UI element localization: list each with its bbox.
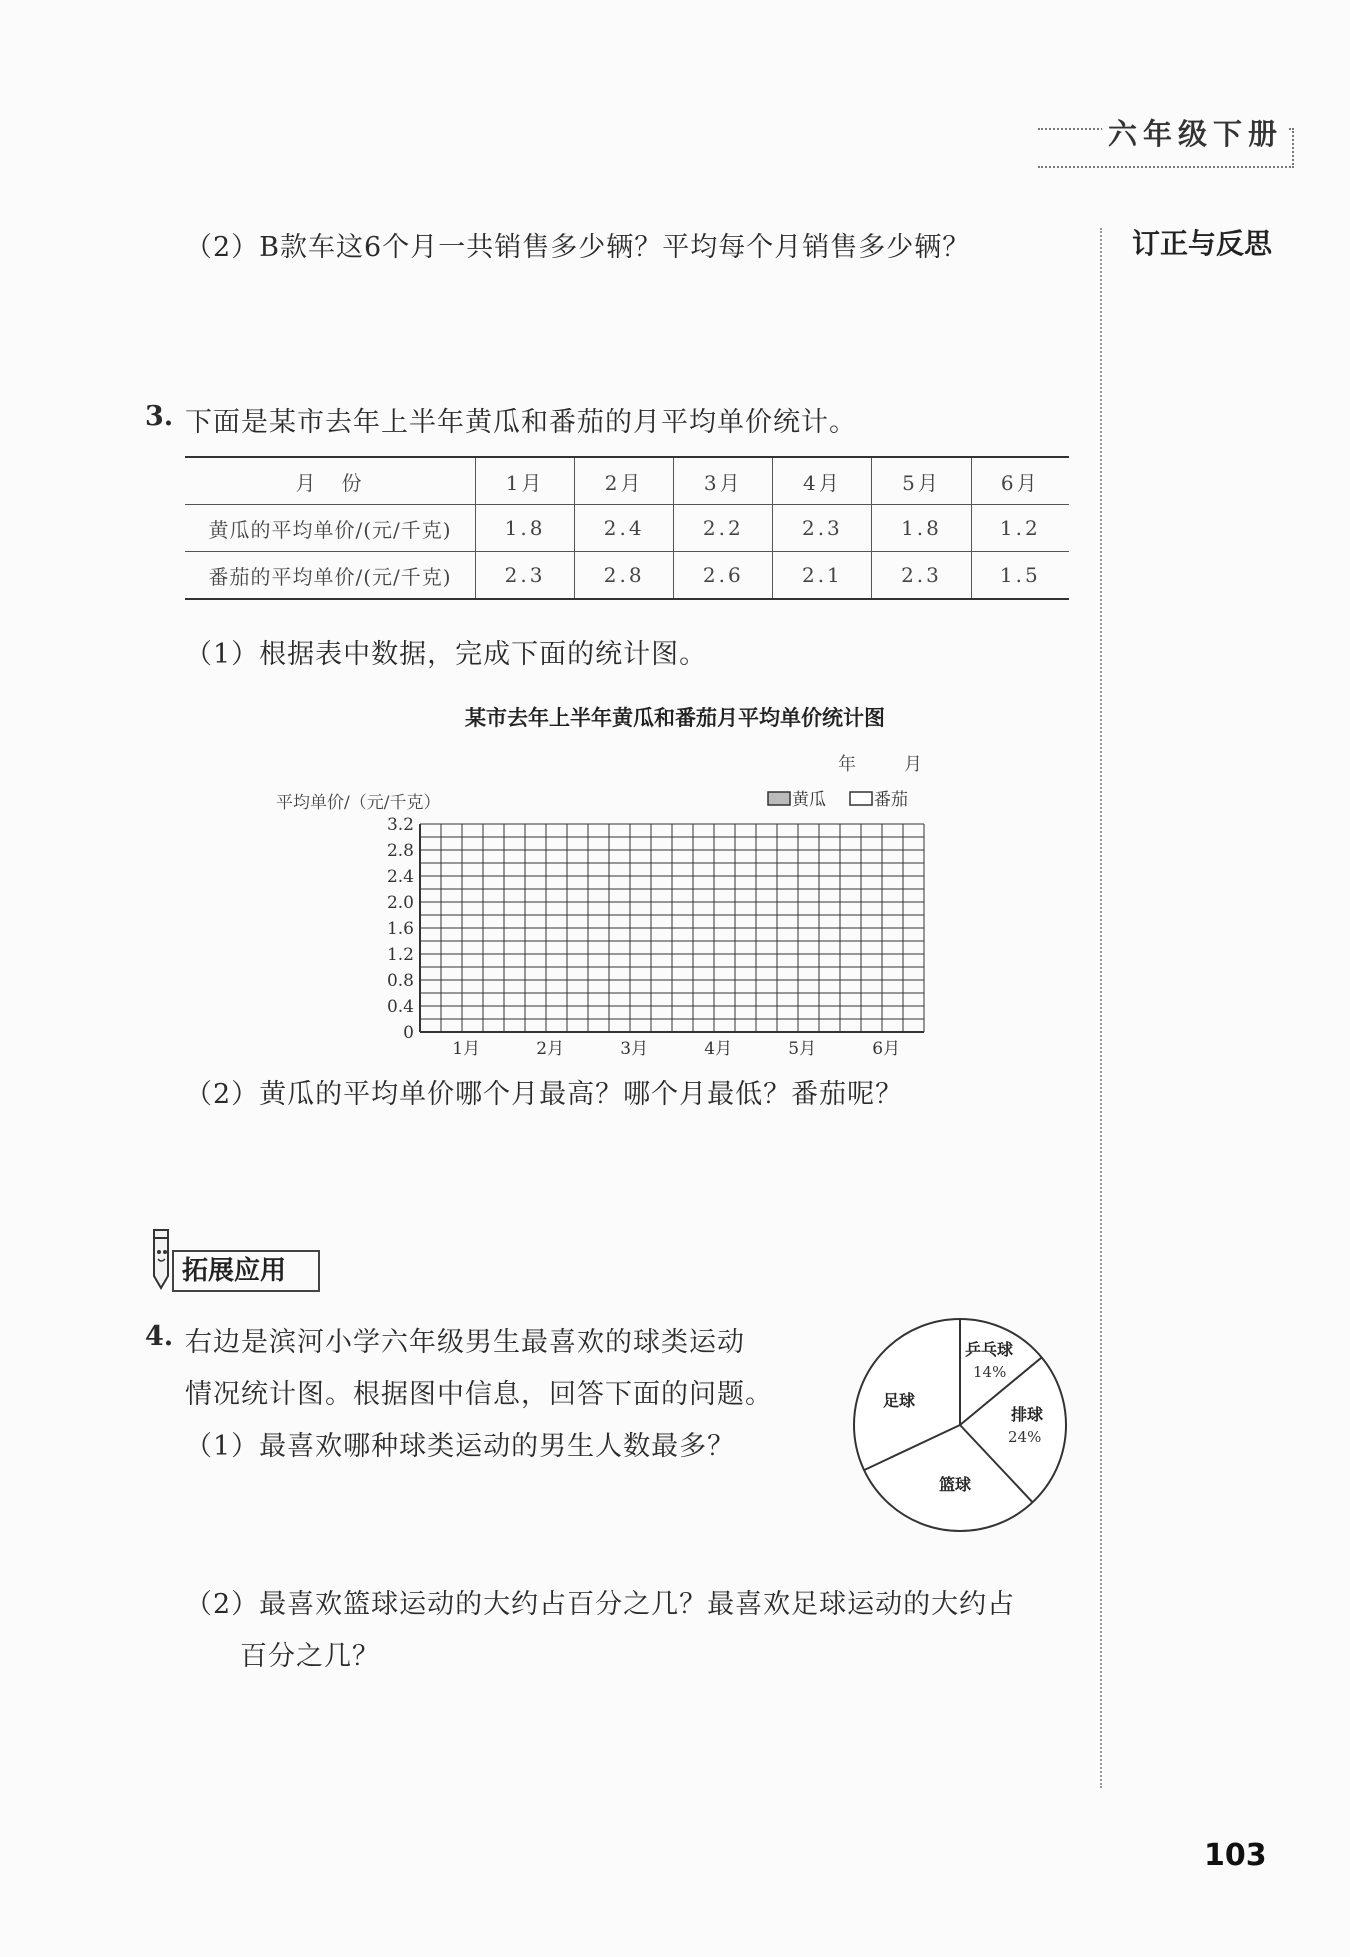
table-cell: 2.3 [773,505,872,552]
y-tick-label: 2.0 [386,893,414,913]
table-cell: 1月 [476,457,575,505]
table-cell: 番茄的平均单价/(元/千克) [185,552,476,600]
chart-x-ticks [452,1039,900,1059]
x-tick-label: 3月 [620,1039,649,1059]
pie-percent-volleyball: 24% [1008,1428,1042,1446]
pie-chart [845,1310,1075,1540]
table-cell: 月 份 [185,457,476,505]
table-cell: 1.8 [872,505,971,552]
y-tick-label: 1.6 [386,919,414,939]
q4-number: 4. [145,1321,174,1352]
table-cell: 1.5 [971,552,1069,600]
table-cell: 2.2 [674,505,773,552]
y-tick-label: 3.2 [386,815,414,835]
table-header-row [185,457,1069,505]
q4-stem-line1: 右边是滨河小学六年级男生最喜欢的球类运动 [185,1327,745,1358]
chart-y-axis-label: 平均单价/（元/千克） [276,793,441,813]
table-cell: 2.3 [476,552,575,600]
q4-part2-line2: 百分之几？ [240,1641,380,1672]
pie-label-pingpong: 乒乓球 [965,1340,1014,1359]
pie-label-volleyball: 排球 [1011,1405,1044,1424]
table-row [185,505,1069,552]
y-tick-label: 2.4 [386,867,414,887]
table-cell: 1.8 [476,505,575,552]
x-tick-label: 5月 [788,1039,817,1059]
chart-title: 某市去年上半年黄瓜和番茄月平均单价统计图 [465,706,885,730]
grade-title: 六年级下册 [1102,112,1289,153]
q4-part1: （1）最喜欢哪种球类运动的男生人数最多？ [185,1431,736,1462]
table-cell: 2.1 [773,552,872,600]
q3-part1: （1）根据表中数据，完成下面的统计图。 [185,639,708,670]
legend-label-tomato: 番茄 [874,790,908,810]
legend-swatch-tomato [850,792,872,805]
chart-grid [420,824,924,1032]
q3-part2: （2）黄瓜的平均单价哪个月最高？哪个月最低？番茄呢？ [185,1079,904,1110]
chart-date-line: 年 月 [838,754,926,775]
legend-label-cucumber: 黄瓜 [792,790,826,810]
table-cell: 1.2 [971,505,1069,552]
table-cell: 6月 [971,457,1069,505]
y-tick-label: 1.2 [386,945,414,965]
q4-part2-line1: （2）最喜欢篮球运动的大约占百分之几？最喜欢足球运动的大约占 [185,1589,1016,1620]
table-cell: 4月 [773,457,872,505]
table-cell: 2月 [575,457,674,505]
bar-chart [0,740,1350,1060]
correction-reflection-label: 订正与反思 [1132,227,1273,260]
chart-y-ticks [387,815,414,1043]
table-cell: 5月 [872,457,971,505]
price-table [185,456,1069,600]
pie-percent-pingpong: 14% [973,1363,1007,1381]
x-tick-label: 2月 [536,1039,565,1059]
table-cell: 2.4 [575,505,674,552]
section-title: 拓展应用 [172,1250,320,1292]
q2-part2: （2）B款车这6个月一共销售多少辆？平均每个月销售多少辆？ [185,232,971,263]
q3-number: 3. [145,401,174,432]
y-tick-label: 0 [403,1023,414,1043]
pie-label-football: 足球 [883,1391,916,1410]
x-tick-label: 6月 [872,1039,901,1059]
pie-label-basketball: 篮球 [939,1475,972,1494]
y-tick-label: 2.8 [386,841,414,861]
x-tick-label: 1月 [452,1039,481,1059]
table-cell: 黄瓜的平均单价/(元/千克) [185,505,476,552]
legend-swatch-cucumber [768,792,790,805]
page-number: 103 [1204,1838,1267,1873]
table-row [185,552,1069,600]
q4-stem-line2: 情况统计图。根据图中信息，回答下面的问题。 [185,1379,773,1410]
table-cell: 3月 [674,457,773,505]
y-tick-label: 0.8 [386,971,414,991]
table-cell: 2.8 [575,552,674,600]
q3-stem: 下面是某市去年上半年黄瓜和番茄的月平均单价统计。 [185,407,857,438]
table-cell: 2.6 [674,552,773,600]
x-tick-label: 4月 [704,1039,733,1059]
y-tick-label: 0.4 [386,997,414,1017]
table-cell: 2.3 [872,552,971,600]
